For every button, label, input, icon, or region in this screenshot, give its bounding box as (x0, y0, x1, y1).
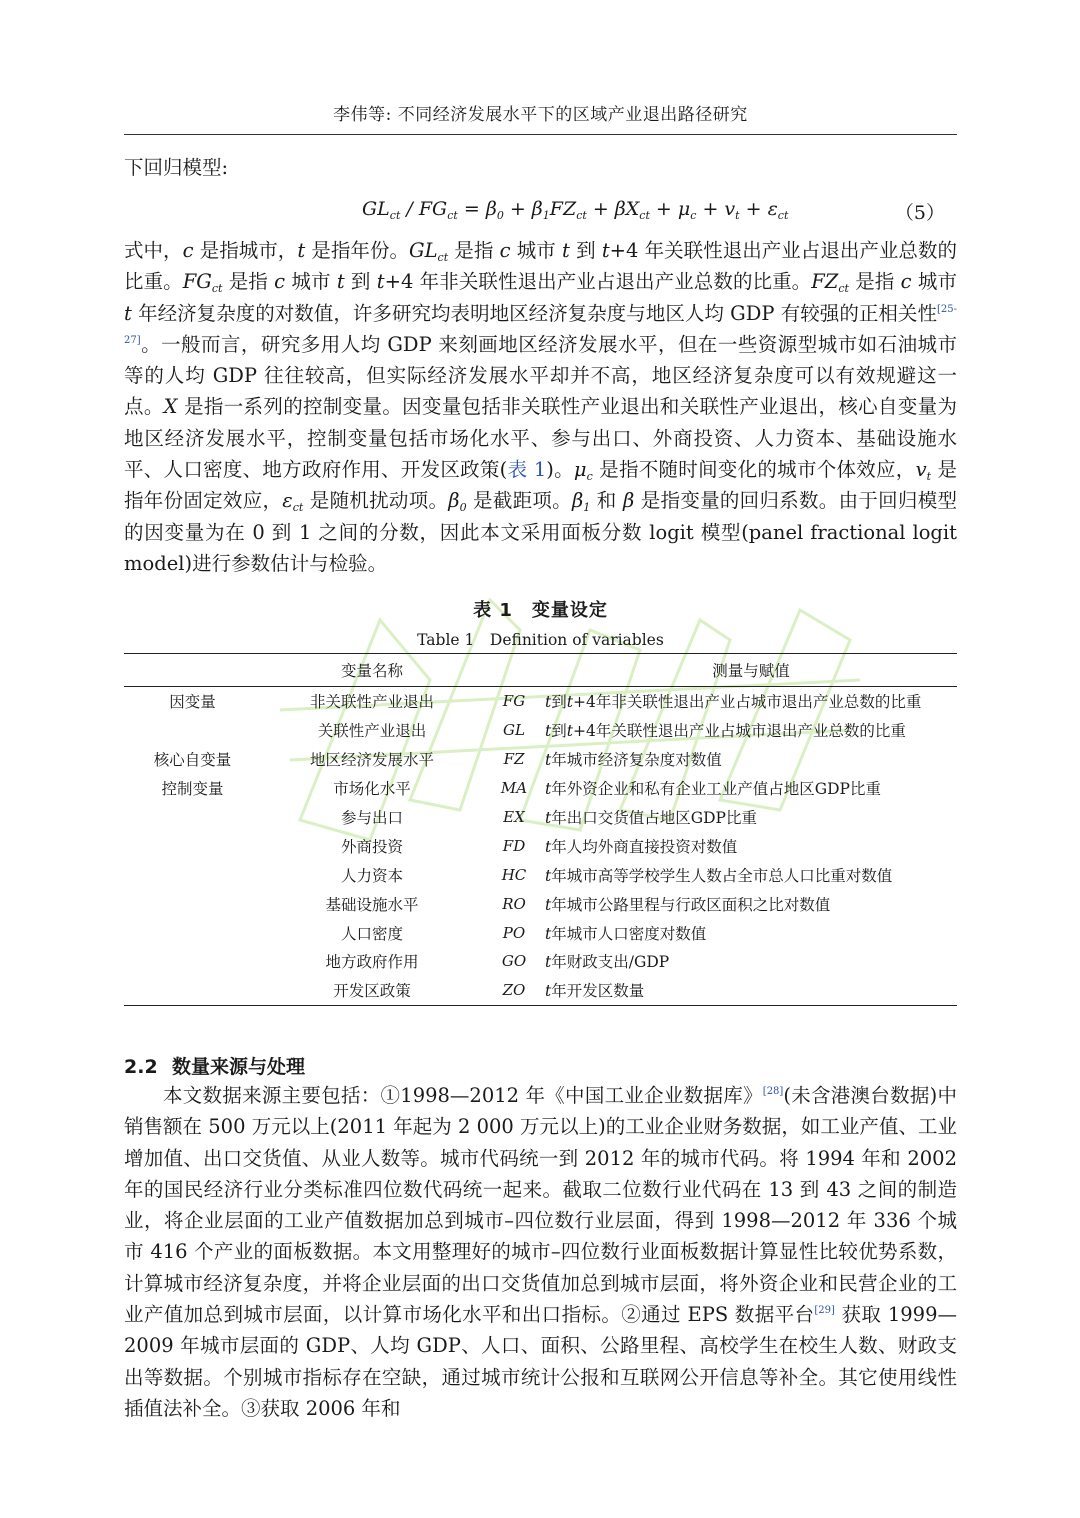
cell-variable-name: 人口密度 (340, 924, 403, 943)
paragraph-data-sources: 本文数据来源主要包括：①1998—2012 年《中国工业企业数据库》[28](未含港澳台数据)中销售额在 500 万元以上(2011 年起为 2 000 万元以上)的工业企业财务数据，如工业产值、工业增加值、出口交货值、从业人数等。城市代码统一到 2012 年的城市代码。将 1994 年和 2002 年的国民经济行业分类标准四位数代码统一起来。截取二位数行业代码在 13 到 43 之间的制造业，将企业层面的工业产值数据加总到城市–四位数行业层面，得到 1998—2012 年 336 个城市 416 个产业的面板数据。本文用整理好的城市–四位数行业面板数据计算显性比较优势系数，计算城市经济复杂度，并将企业层面的出口交货值加总到城市层面，将外资企业和民营企业的工业产值加总到城市层面，以计算市场化水平和出口指标。②通过 EPS 数据平台[29] 获取 1999—2009 年城市层面的 GDP、人均 GDP、人口、面积、公路里程、高校学生在校生人数、财政支出等数据。个别城市指标存在空缺，通过城市统计公报和互联网公开信息等补全。其它使用线性插值法补全。③获取 2006 年和 (124, 1084, 958, 1420)
cell-code: RO (502, 894, 526, 913)
cell-category (124, 803, 261, 832)
equation-number: （5） (894, 202, 945, 224)
cell-code: ZO (483, 976, 545, 1005)
table-subtitle: Table 1 Definition of variables (417, 631, 664, 649)
cell-measurement: t年城市公路里程与行政区面积之比对数值 (545, 895, 831, 914)
table-row (124, 687, 957, 716)
header-code (483, 654, 545, 687)
cell-measurement: t年城市人口密度对数值 (545, 924, 707, 943)
lead-text: 下回归模型: (124, 156, 229, 179)
paragraph-model-description: 式中，c 是指城市，t 是指年份。$GL_{ct}$ 是指 c 城市 t 到 t+4 年关联性退出产业占退出产业总数的比重。$FG_{ct}$ 是指 c 城市 t 到 t+4 年非关联性退出产业占退出产业总数的比重。$FZ_{ct}$ 是指 c 城市 t 年经济复杂度的对数值，许多研究均表明地区经济复杂度与地区人均 GDP 有较强的正相关性[25-27]。一般而言，研究多用人均 GDP 来刻画地区经济发展水平，但在一些资源型城市如石油城市等的人均 GDP 往往较高，但实际经济发展水平却并不高，地区经济复杂度可以有效规避这一点。X 是指一系列的控制变量。因变量包括非关联性产业退出和关联性产业退出，核心自变量为地区经济发展水平，控制变量包括市场化水平、参与出口、外商投资、人力资本、基础设施水平、人口密度、地方政府作用、开发区政策(表 1)。$\mu_c$ 是指不随时间变化的城市个体效应，$v_t$ 是指年份固定效应，$\varepsilon_{ct}$ 是随机扰动项。$\beta_0$ 是截距项。$\beta_1$ 和 β 是指变量的回归系数。由于回归模型的因变量为在 0 到 1 之间的分数，因此本文采用面板分数 logit 模型(panel fractional logit model)进行参数估计与检验。 (124, 239, 958, 575)
cell-measurement: t年城市经济复杂度对数值 (545, 751, 722, 770)
cell-variable-name: 开发区政策 (261, 976, 483, 1005)
cell-category (124, 889, 261, 918)
table-row (124, 831, 957, 860)
table-header-row (124, 654, 957, 687)
cell-measurement: t年财政支出/GDP (545, 953, 670, 972)
cell-code: FD (502, 836, 526, 855)
cell-variable-name: 非关联性产业退出 (309, 693, 434, 712)
cell-measurement: t年城市高等学校学生人数占全市总人口比重对数值 (545, 866, 893, 885)
cell-category (124, 976, 261, 1005)
header-measurement: 测量与赋值 (545, 654, 957, 687)
table-row (124, 889, 957, 918)
cell-variable-name: 地区经济发展水平 (309, 751, 434, 770)
cell-variable-name: 市场化水平 (333, 780, 411, 799)
citation-28[interactable]: [28] (762, 1086, 784, 1097)
running-header: 李伟等: 不同经济发展水平下的区域产业退出路径研究 (333, 105, 748, 125)
cell-category: 因变量 (169, 693, 216, 712)
table-row (124, 803, 957, 832)
equation-body: $GL_{ct} / FG_{ct} = \beta_0 + \beta_1FZ_{ct} + \beta X_{ct} + \mu_c + v_t + \varepsilon_{ct}$ (362, 198, 789, 222)
cell-code: GL (503, 721, 525, 740)
cell-code: FZ (503, 750, 525, 769)
cell-category (124, 860, 261, 889)
cell-variable-name: 外商投资 (340, 837, 403, 856)
cell-measurement: t年出口交货值占地区GDP比重 (545, 809, 757, 827)
table-row (124, 745, 957, 774)
cell-category (124, 918, 261, 947)
header-variable-name: 变量名称 (261, 654, 483, 687)
cell-category (124, 831, 261, 860)
cell-category (124, 947, 261, 976)
cell-measurement: t年外资企业和私有企业工业产值占地区GDP比重 (545, 780, 881, 799)
cell-variable-name: 地方政府作用 (325, 953, 419, 972)
cell-variable-name: 人力资本 (340, 866, 403, 885)
cell-variable-name: 参与出口 (340, 809, 403, 827)
cell-category (124, 716, 261, 745)
cell-measurement: t年人均外商直接投资对数值 (545, 837, 738, 856)
cell-variable-name: 关联性产业退出 (317, 722, 427, 741)
table-title: 表 1 变量设定 (473, 600, 608, 621)
table-row (124, 860, 957, 889)
table-row (124, 947, 957, 976)
citation-25-27[interactable]: [25-27] (124, 303, 957, 346)
cell-code: MA (500, 779, 528, 798)
cell-code: HC (501, 865, 527, 884)
cell-measurement: t年开发区数量 (545, 976, 957, 1005)
header-category (124, 654, 261, 687)
cell-code: FG (502, 692, 526, 711)
cell-category: 核心自变量 (153, 751, 232, 770)
regression-equation (124, 196, 957, 228)
table-row (124, 774, 957, 803)
cell-category: 控制变量 (161, 780, 224, 799)
citation-29[interactable]: [29] (814, 1305, 835, 1317)
cell-measurement: t到t+4年非关联性退出产业占城市退出产业总数的比重 (545, 693, 922, 712)
cell-code: GO (501, 952, 527, 971)
table-1-link[interactable]: 表 1 (507, 458, 547, 482)
table-row (124, 716, 957, 745)
cell-variable-name: 基础设施水平 (325, 895, 419, 914)
cell-code: EX (503, 808, 525, 826)
section-heading: 2.2 数量来源与处理 (124, 1056, 306, 1078)
variables-table (124, 653, 957, 1006)
table-row (124, 976, 957, 1005)
table-row (124, 918, 957, 947)
header-rule (124, 134, 957, 135)
cell-measurement: t到t+4年关联性退出产业占城市退出产业总数的比重 (545, 722, 906, 741)
cell-code: PO (502, 923, 526, 942)
